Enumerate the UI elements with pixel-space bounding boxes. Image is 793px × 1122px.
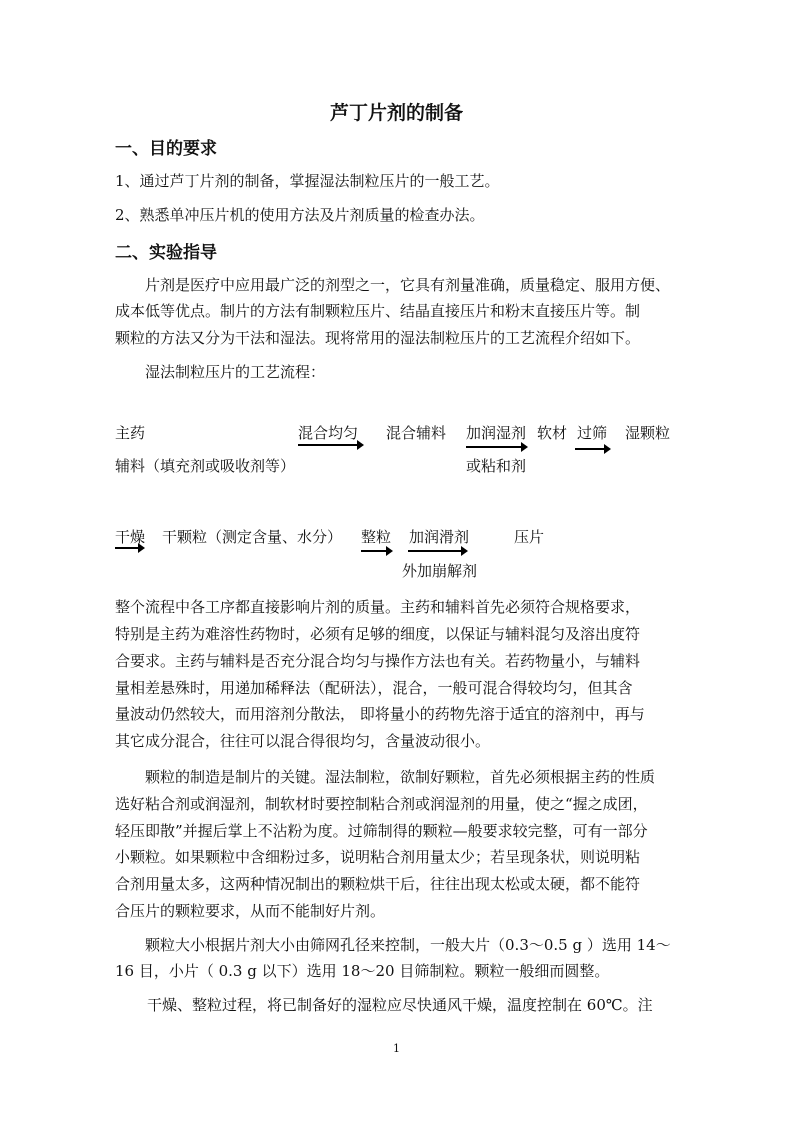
arrow-icon (298, 444, 362, 446)
paragraph-line: 片剂是医疗中应用最广泛的剂型之一，它具有剂量准确，质量稳定、服用方便、 (145, 276, 671, 294)
paragraph-line: 选好粘合剂或润湿剂，制软材时要控制粘合剂或润湿剂的用量，使之“握之成团， (115, 795, 648, 813)
paragraph-line: 干燥、整粒过程，将已制备好的湿粒应尽快通风干燥，温度控制在 60℃。注 (147, 996, 653, 1014)
arrow-icon (466, 446, 526, 448)
flow-soft: 软材 (537, 424, 568, 442)
flow-dry-granules: 干颗粒（测定含量、水分） (162, 528, 343, 546)
paragraph-line: 颗粒的方法又分为干法和湿法。现将常用的湿法制粒压片的工艺流程介绍如下。 (115, 329, 641, 347)
paragraph-line: 量相差悬殊时，用递加稀释法（配研法），混合，一般可混合得较均匀，但其含 (115, 679, 633, 697)
flow-sizing: 整粒 (361, 528, 392, 546)
section-heading-guidance: 二、实验指导 (115, 243, 217, 263)
flow-mix: 混合均匀 (298, 424, 359, 442)
paragraph-line: 量波动仍然较大，而用溶剂分散法， 即将量小的药物先溶于适宜的溶剂中，再与 (115, 705, 645, 723)
paragraph-line: 颗粒大小根据片剂大小由筛网孔径来控制，一般大片（0.3～0.5 g ）选用 14～ (145, 936, 671, 954)
section-heading-objectives: 一、目的要求 (115, 139, 217, 159)
arrow-icon (361, 550, 391, 552)
flow-excipient: 辅料（填充剂或吸收剂等） (115, 457, 296, 475)
flow-press: 压片 (514, 528, 545, 546)
paragraph-line: 16 目，小片（ 0.3 g 以下）选用 18～20 目筛制粒。颗粒一般细而圆整。 (115, 962, 610, 980)
flow-disintegrant: 外加崩解剂 (402, 562, 478, 580)
paragraph-line: 合压片的颗粒要求，从而不能制好片剂。 (115, 902, 386, 920)
paragraph-line: 整个流程中各工序都直接影响片剂的质量。主药和辅料首先必须符合规格要求， (115, 598, 641, 616)
paragraph-line: 合要求。主药与辅料是否充分混合均匀与操作方法也有关。若药物量小，与辅料 (115, 652, 641, 670)
paragraph-line: 其它成分混合，往往可以混合得很均匀，含量波动很小。 (115, 732, 491, 750)
flow-sieve: 过筛 (577, 424, 608, 442)
arrow-icon (115, 547, 143, 549)
page-number: 1 (393, 1042, 400, 1055)
paragraph-line: 轻压即散”并握后掌上不沾粉为度。过筛制得的颗粒—般要求较完整，可有一部分 (115, 822, 648, 840)
flow-intro: 湿法制粒压片的工艺流程： (145, 363, 326, 381)
paragraph-line: 特别是主药为难溶性药物时，必须有足够的细度，以保证与辅料混匀及溶出度符 (115, 625, 641, 643)
paragraph-line: 成本低等优点。制片的方法有制颗粒压片、结晶直接压片和粉末直接压片等。制 (115, 302, 641, 320)
paragraph-line: 颗粒的制造是制片的关键。湿法制粒，欲制好颗粒，首先必须根据主药的性质 (145, 768, 656, 786)
flow-dry: 干燥 (115, 528, 146, 546)
flow-binder: 或粘和剂 (466, 457, 527, 475)
arrow-icon (408, 550, 466, 552)
flow-main-drug: 主药 (115, 424, 146, 442)
objective-item: 2、熟悉单冲压片机的使用方法及片剂质量的检查办法。 (115, 206, 485, 224)
flow-mixed: 混合辅料 (386, 424, 447, 442)
page-title: 芦丁片剂的制备 (329, 102, 463, 124)
flow-wet-granules: 湿颗粒 (625, 424, 671, 442)
flow-lubricant: 加润滑剂 (409, 528, 470, 546)
flow-wetting: 加润湿剂 (466, 424, 527, 442)
paragraph-line: 小颗粒。如果颗粒中含细粉过多，说明粘合剂用量太少；若呈现条状，则说明粘 (115, 848, 641, 866)
arrow-icon (575, 448, 609, 450)
paragraph-line: 合剂用量太多，这两种情况制出的颗粒烘干后，往往出现太松或太硬，都不能符 (115, 875, 641, 893)
objective-item: 1、通过芦丁片剂的制备，掌握湿法制粒压片的一般工艺。 (115, 172, 500, 190)
